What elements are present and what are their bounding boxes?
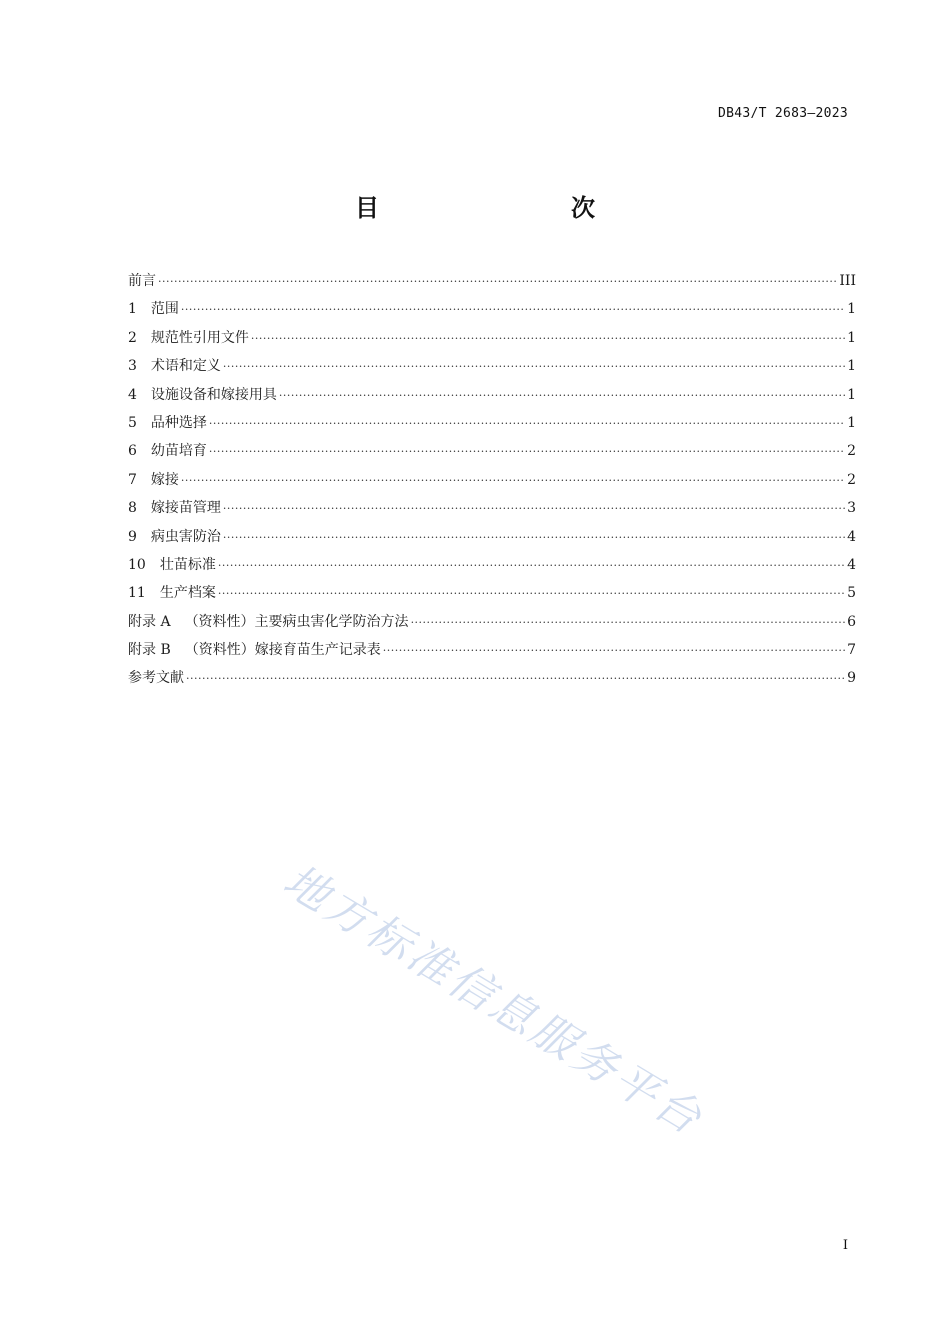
- toc-entry-number: 6: [128, 443, 151, 460]
- toc-entry-number: 5: [128, 414, 151, 431]
- toc-entry-seedling-cultivation[interactable]: [128, 437, 856, 465]
- toc-entry-number: 10: [128, 556, 160, 573]
- toc-dot-leader: [181, 467, 845, 495]
- toc-entry-production-records[interactable]: [128, 579, 856, 607]
- toc-entry-appendix-a[interactable]: [128, 608, 856, 636]
- toc-entry-label: 参考文献: [128, 670, 184, 687]
- table-of-contents: [128, 267, 856, 693]
- toc-entry-page: 2: [847, 443, 856, 460]
- toc-dot-leader: [209, 410, 845, 438]
- toc-entry-page: 1: [847, 386, 856, 403]
- toc-entry-pest-control[interactable]: [128, 523, 856, 551]
- toc-entry-page: 5: [847, 585, 856, 602]
- toc-dot-leader: [251, 325, 845, 353]
- toc-dot-leader: [181, 296, 845, 324]
- toc-entry-label: 壮苗标准: [159, 556, 216, 573]
- toc-entry-page: 4: [847, 528, 856, 545]
- toc-entry-label: （资料性）嫁接育苗生产记录表: [184, 642, 381, 659]
- toc-entry-number: 4: [128, 386, 151, 403]
- toc-entry-appendix-b[interactable]: [128, 636, 856, 664]
- toc-entry-page: 1: [847, 301, 856, 318]
- toc-dot-leader: [186, 665, 845, 693]
- toc-dot-leader: [223, 353, 845, 381]
- toc-entry-page: 1: [847, 329, 856, 346]
- toc-entry-page: 2: [847, 471, 856, 488]
- toc-dot-leader: [223, 524, 845, 552]
- toc-entry-number: 7: [128, 471, 151, 488]
- toc-entry-scope[interactable]: [128, 295, 856, 323]
- toc-entry-label: 幼苗培育: [150, 443, 207, 460]
- toc-entry-variety-selection[interactable]: [128, 409, 856, 437]
- toc-entry-number: 11: [128, 585, 160, 602]
- toc-entry-grafted-seedling-management[interactable]: [128, 494, 856, 522]
- toc-dot-leader: [223, 495, 845, 523]
- toc-entry-label: 嫁接: [150, 471, 179, 488]
- toc-entry-number: 3: [128, 358, 151, 375]
- toc-entry-bibliography[interactable]: [128, 664, 856, 692]
- toc-dot-leader: [209, 438, 845, 466]
- toc-entry-number: 附录 A: [128, 613, 185, 630]
- toc-entry-number: 附录 B: [128, 642, 185, 659]
- toc-dot-leader: [158, 268, 837, 296]
- toc-dot-leader: [218, 552, 845, 580]
- toc-entry-page: 9: [847, 670, 856, 687]
- toc-entry-page: 4: [847, 556, 856, 573]
- toc-entry-strong-seedling-standard[interactable]: [128, 551, 856, 579]
- toc-entry-equipment[interactable]: [128, 381, 856, 409]
- toc-entry-label: 规范性引用文件: [150, 329, 249, 346]
- toc-entry-grafting[interactable]: [128, 466, 856, 494]
- toc-entry-label: 术语和定义: [150, 358, 221, 375]
- toc-entry-number: 9: [128, 528, 151, 545]
- toc-entry-label: 前言: [128, 273, 156, 289]
- toc-entry-page: 7: [847, 642, 856, 659]
- toc-dot-leader: [218, 580, 845, 608]
- toc-entry-page: 6: [847, 613, 856, 630]
- toc-entry-page: III: [839, 273, 856, 289]
- standard-code: DB43/T 2683—2023: [717, 106, 848, 121]
- toc-entry-label: 品种选择: [150, 414, 207, 431]
- toc-entry-label: 范围: [150, 301, 179, 318]
- toc-dot-leader: [383, 637, 845, 665]
- toc-entry-label: 病虫害防治: [150, 528, 221, 545]
- toc-title: 目 次: [355, 194, 643, 222]
- toc-dot-leader: [411, 609, 846, 637]
- watermark-text: 地方标准信息服务平台: [274, 855, 713, 1147]
- toc-entry-terms-definitions[interactable]: [128, 352, 856, 380]
- toc-entry-label: （资料性）主要病虫害化学防治方法: [184, 613, 409, 630]
- toc-entry-number: 8: [128, 500, 151, 517]
- page-number: I: [842, 1238, 848, 1253]
- toc-entry-number: 2: [128, 329, 151, 346]
- toc-entry-page: 3: [847, 500, 856, 517]
- toc-entry-page: 1: [847, 358, 856, 375]
- toc-entry-foreword[interactable]: [128, 267, 856, 295]
- toc-entry-normative-references[interactable]: [128, 324, 856, 352]
- toc-entry-label: 嫁接苗管理: [150, 500, 221, 517]
- toc-entry-label: 生产档案: [159, 585, 216, 602]
- toc-dot-leader: [279, 382, 845, 410]
- toc-entry-label: 设施设备和嫁接用具: [150, 386, 277, 403]
- toc-entry-number: 1: [128, 301, 151, 318]
- toc-entry-page: 1: [847, 414, 856, 431]
